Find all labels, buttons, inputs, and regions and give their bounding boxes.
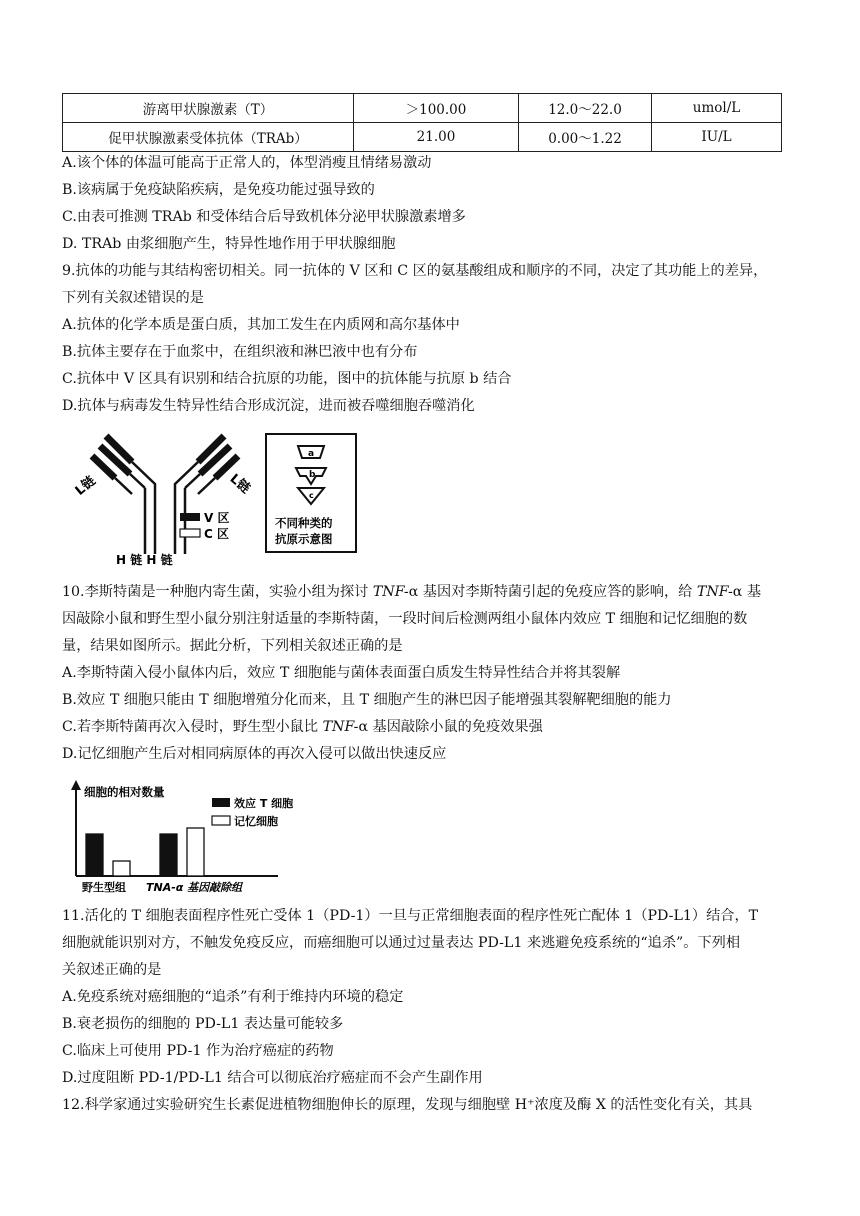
q10-stem-line3: 量，结果如图所示。据此分析，下列相关叙述正确的是 [62,638,403,654]
q11-option-c: C.临床上可使用 PD-1 作为治疗癌症的药物 [62,1043,334,1059]
q8-option-d: D. TRAb 由浆细胞产生，特异性地作用于甲状腺细胞 [62,236,396,252]
antigen-c-label: c [309,491,314,500]
q10-option-a: A.李斯特菌入侵小鼠体内后，效应 T 细胞能与菌体表面蛋白质发生特异性结合并将其裂解 [62,665,621,681]
q10-stem-c: α 基 [732,584,762,600]
bar-effector-t-0 [86,834,103,876]
q10-opt-c-b: α 基因敲除小鼠的免疫效果强 [358,719,543,735]
table-cell: 21.00 [354,123,519,152]
l-chain-label-left: L链 [72,473,99,499]
bar-memory-1 [187,828,204,876]
c-region-label: C 区 [204,527,229,541]
q10-stem-b: α 基因对李斯特菌引起的免疫应答的影响，给 [408,584,697,600]
l-chain-label-right: L链 [226,471,253,497]
q12-stem: 12.科学家通过实验研究生长素促进植物细胞伸长的原理，发现与细胞壁 H⁺浓度及酶 X 的活性变化有关，其具 [62,1097,753,1113]
y-axis-label: 细胞的相对数量 [84,785,165,799]
legend-label-memory: 记忆细胞 [234,815,278,828]
q10-option-c [62,717,543,737]
table-cell: ＞100.00 [354,94,519,123]
q9-option-c: C.抗体中 V 区具有识别和结合抗原的功能，图中的抗体能与抗原 b 结合 [62,371,512,387]
category-label-wildtype: 野生型组 [82,881,126,894]
q10-option-d: D.记忆细胞产生后对相同病原体的再次入侵可以做出快速反应 [62,746,447,762]
thyroid-lab-table [62,93,782,152]
table-row [63,94,782,123]
q9-option-a: A.抗体的化学本质是蛋白质，其加工发生在内质网和高尔基体中 [62,317,460,333]
table-cell: 12.0～22.0 [519,94,652,123]
table-cell: IU/L [652,123,782,152]
legend-swatch-effector [212,798,230,807]
antigen-b-label: b [309,470,316,480]
legend-swatch-memory [212,816,230,825]
q10-tnf-2: TNF- [696,584,733,600]
y-axis-arrow [71,780,81,790]
q11-option-a: A.免疫系统对癌细胞的“追杀”有利于维持内环境的稳定 [62,989,404,1005]
antigen-caption-2: 抗原示意图 [275,532,333,546]
q9-option-b: B.抗体主要存在于血浆中，在组织液和淋巴液中也有分布 [62,344,418,360]
cell-count-bar-chart [68,776,328,896]
q10-tnf-3: TNF- [322,719,359,735]
q11-stem-line3: 关叙述正确的是 [62,962,162,978]
table-cell: 0.00～1.22 [519,123,652,152]
q10-stem-line1 [62,582,761,602]
table-cell: umol/L [652,94,782,123]
antibody-structure-figure [70,428,260,568]
q11-stem-line2: 细胞就能识别对方，不触发免疫反应，而癌细胞可以通过过量表达 PD-L1 来逃避免疫系统的“追杀”。下列相 [62,935,741,951]
category-label-knockout: TNA-α 基因敲除组 [146,881,243,894]
q8-option-b: B.该病属于免疫缺陷疾病，是免疫功能过强导致的 [62,182,375,198]
q10-opt-c-a: C.若李斯特菌再次入侵时，野生型小鼠比 [62,719,323,735]
q10-option-b: B.效应 T 细胞只能由 T 细胞增殖分化而来，且 T 细胞产生的淋巴因子能增强其裂解靶细胞的能力 [62,692,672,708]
q9-stem-line2: 下列有关叙述错误的是 [62,290,204,306]
antigen-a-label: a [308,449,315,459]
q11-option-d: D.过度阻断 PD-1/PD-L1 结合可以彻底治疗癌症而不会产生副作用 [62,1070,483,1086]
bar-effector-t-1 [160,834,177,876]
table-row [63,123,782,152]
q10-stem-line2: 因敲除小鼠和野生型小鼠分别注射适量的李斯特菌，一段时间后检测两组小鼠体内效应 T 细胞和记忆细胞的数 [62,611,748,627]
q9-stem-line1: 9.抗体的功能与其结构密切相关。同一抗体的 V 区和 C 区的氨基酸组成和顺序的不同，决定了其功能上的差异， [62,263,768,279]
c-region-swatch [180,529,200,537]
table-cell: 游离甲状腺激素（T） [63,94,354,123]
q11-stem-line1: 11.活化的 T 细胞表面程序性死亡受体 1（PD-1）一旦与正常细胞表面的程序性死亡配体 1（PD-L1）结合，T [62,908,759,924]
v-region-swatch [180,513,200,521]
bar-memory-0 [113,861,130,876]
h-chain-label: H 链 H 链 [116,553,173,567]
bars-group [86,828,204,876]
table-cell: 促甲状腺激素受体抗体（TRAb） [63,123,354,152]
legend-label-effector: 效应 T 细胞 [234,797,294,810]
q8-option-a: A.该个体的体温可能高于正常人的，体型消瘦且情绪易激动 [62,155,432,171]
antigen-figure [264,432,358,554]
q8-option-c: C.由表可推测 TRAb 和受体结合后导致机体分泌甲状腺激素增多 [62,209,466,225]
q10-stem-a: 10.李斯特菌是一种胞内寄生菌，实验小组为探讨 [62,584,373,600]
antigen-caption-1: 不同种类的 [275,516,333,530]
q10-tnf: TNF- [372,584,409,600]
q11-option-b: B.衰老损伤的细胞的 PD-L1 表达量可能较多 [62,1016,344,1032]
q9-option-d: D.抗体与病毒发生特异性结合形成沉淀，进而被吞噬细胞吞噬消化 [62,398,475,414]
v-region-label: V 区 [204,511,230,525]
